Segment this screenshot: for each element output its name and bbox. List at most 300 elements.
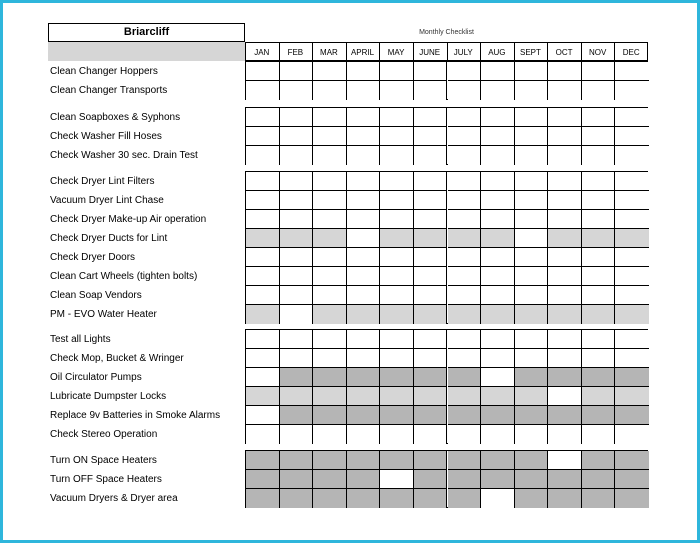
checkbox-cell-may[interactable] bbox=[380, 81, 414, 100]
task-label: Oil Circulator Pumps bbox=[50, 372, 142, 383]
checkbox-cell-oct[interactable] bbox=[548, 267, 582, 286]
checkbox-cell-dec[interactable] bbox=[615, 108, 649, 127]
checkbox-cell-oct[interactable] bbox=[548, 210, 582, 229]
checkbox-cell-dec[interactable] bbox=[615, 229, 649, 248]
checkbox-cell-feb[interactable] bbox=[280, 191, 314, 210]
task-label: Clean Changer Hoppers bbox=[50, 66, 158, 77]
checkbox-cell-nov[interactable] bbox=[582, 267, 616, 286]
checkbox-cell-sept[interactable] bbox=[515, 305, 549, 324]
checkbox-cell-mar[interactable] bbox=[313, 108, 347, 127]
checkbox-cell-june[interactable] bbox=[414, 267, 448, 286]
checkbox-cell-june[interactable] bbox=[414, 406, 448, 425]
checkbox-cell-may[interactable] bbox=[380, 406, 414, 425]
checkbox-cell-july[interactable] bbox=[448, 470, 482, 489]
checkbox-cell-aug[interactable] bbox=[481, 210, 515, 229]
checkbox-cell-april[interactable] bbox=[347, 406, 381, 425]
task-label: Turn OFF Space Heaters bbox=[50, 474, 162, 485]
checkbox-cell-dec[interactable] bbox=[615, 470, 649, 489]
month-header-nov: NOV bbox=[588, 48, 607, 57]
checkbox-cell-sept[interactable] bbox=[515, 470, 549, 489]
checkbox-cell-oct[interactable] bbox=[548, 368, 582, 387]
checkbox-cell-nov[interactable] bbox=[582, 248, 616, 267]
checkbox-cell-april[interactable] bbox=[347, 62, 381, 81]
checkbox-cell-july[interactable] bbox=[448, 210, 482, 229]
checkbox-cell-april[interactable] bbox=[347, 267, 381, 286]
checkbox-cell-nov[interactable] bbox=[582, 489, 616, 508]
month-header-june: JUNE bbox=[419, 48, 441, 57]
checkbox-cell-feb[interactable] bbox=[280, 387, 314, 406]
checkbox-cell-may[interactable] bbox=[380, 349, 414, 368]
checkbox-cell-mar[interactable] bbox=[313, 305, 347, 324]
checkbox-cell-feb[interactable] bbox=[280, 229, 314, 248]
checkbox-cell-dec[interactable] bbox=[615, 406, 649, 425]
checkbox-cell-mar[interactable] bbox=[313, 387, 347, 406]
checkbox-cell-oct[interactable] bbox=[548, 387, 582, 406]
task-label: Clean Soap Vendors bbox=[50, 290, 142, 301]
checkbox-cell-jan[interactable] bbox=[246, 451, 280, 470]
checkbox-cell-may[interactable] bbox=[380, 127, 414, 146]
checkbox-cell-june[interactable] bbox=[414, 349, 448, 368]
checkbox-cell-aug[interactable] bbox=[481, 349, 515, 368]
task-label: Clean Cart Wheels (tighten bolts) bbox=[50, 271, 198, 282]
checkbox-cell-mar[interactable] bbox=[313, 62, 347, 81]
task-label: Test all Lights bbox=[50, 334, 111, 345]
task-label: Check Dryer Ducts for Lint bbox=[50, 233, 168, 244]
checkbox-cell-feb[interactable] bbox=[280, 425, 314, 444]
checkbox-cell-april[interactable] bbox=[347, 191, 381, 210]
task-group-grid bbox=[245, 61, 648, 100]
checkbox-cell-feb[interactable] bbox=[280, 267, 314, 286]
checkbox-cell-feb[interactable] bbox=[280, 127, 314, 146]
checkbox-cell-mar[interactable] bbox=[313, 191, 347, 210]
location-title: Briarcliff bbox=[48, 23, 245, 42]
checkbox-cell-dec[interactable] bbox=[615, 286, 649, 305]
checkbox-cell-may[interactable] bbox=[380, 146, 414, 165]
checkbox-cell-feb[interactable] bbox=[280, 330, 314, 349]
checkbox-cell-sept[interactable] bbox=[515, 451, 549, 470]
checkbox-cell-june[interactable] bbox=[414, 470, 448, 489]
checkbox-cell-may[interactable] bbox=[380, 470, 414, 489]
checkbox-cell-june[interactable] bbox=[414, 146, 448, 165]
checkbox-cell-april[interactable] bbox=[347, 425, 381, 444]
checkbox-cell-mar[interactable] bbox=[313, 229, 347, 248]
checkbox-cell-dec[interactable] bbox=[615, 425, 649, 444]
checkbox-cell-june[interactable] bbox=[414, 210, 448, 229]
checkbox-cell-mar[interactable] bbox=[313, 286, 347, 305]
checkbox-cell-june[interactable] bbox=[414, 172, 448, 191]
checkbox-cell-aug[interactable] bbox=[481, 425, 515, 444]
task-label: PM - EVO Water Heater bbox=[50, 309, 157, 320]
checkbox-cell-jan[interactable] bbox=[246, 146, 280, 165]
checkbox-cell-jan[interactable] bbox=[246, 286, 280, 305]
checkbox-cell-june[interactable] bbox=[414, 81, 448, 100]
month-header-jan: JAN bbox=[254, 48, 270, 57]
checkbox-cell-sept[interactable] bbox=[515, 229, 549, 248]
month-header-sept: SEPT bbox=[519, 48, 541, 57]
checkbox-cell-aug[interactable] bbox=[481, 127, 515, 146]
task-label: Vacuum Dryer Lint Chase bbox=[50, 195, 164, 206]
checkbox-cell-jan[interactable] bbox=[246, 172, 280, 191]
checkbox-cell-may[interactable] bbox=[380, 387, 414, 406]
checkbox-cell-nov[interactable] bbox=[582, 451, 616, 470]
checkbox-cell-oct[interactable] bbox=[548, 81, 582, 100]
checkbox-cell-nov[interactable] bbox=[582, 191, 616, 210]
checkbox-cell-mar[interactable] bbox=[313, 406, 347, 425]
checkbox-cell-may[interactable] bbox=[380, 489, 414, 508]
checkbox-cell-mar[interactable] bbox=[313, 127, 347, 146]
checkbox-cell-sept[interactable] bbox=[515, 286, 549, 305]
checkbox-cell-feb[interactable] bbox=[280, 146, 314, 165]
checkbox-cell-july[interactable] bbox=[448, 127, 482, 146]
checkbox-cell-nov[interactable] bbox=[582, 330, 616, 349]
checkbox-cell-july[interactable] bbox=[448, 146, 482, 165]
checkbox-cell-dec[interactable] bbox=[615, 210, 649, 229]
checkbox-cell-oct[interactable] bbox=[548, 451, 582, 470]
checkbox-cell-aug[interactable] bbox=[481, 229, 515, 248]
checkbox-cell-nov[interactable] bbox=[582, 387, 616, 406]
checkbox-cell-nov[interactable] bbox=[582, 127, 616, 146]
checkbox-cell-july[interactable] bbox=[448, 305, 482, 324]
checkbox-cell-april[interactable] bbox=[347, 108, 381, 127]
checkbox-cell-oct[interactable] bbox=[548, 127, 582, 146]
checkbox-cell-feb[interactable] bbox=[280, 286, 314, 305]
checkbox-cell-april[interactable] bbox=[347, 387, 381, 406]
checkbox-cell-feb[interactable] bbox=[280, 108, 314, 127]
checkbox-cell-mar[interactable] bbox=[313, 146, 347, 165]
checkbox-cell-dec[interactable] bbox=[615, 451, 649, 470]
checkbox-cell-nov[interactable] bbox=[582, 81, 616, 100]
checkbox-cell-april[interactable] bbox=[347, 368, 381, 387]
checkbox-cell-june[interactable] bbox=[414, 248, 448, 267]
checkbox-cell-feb[interactable] bbox=[280, 62, 314, 81]
checkbox-cell-dec[interactable] bbox=[615, 146, 649, 165]
checkbox-cell-mar[interactable] bbox=[313, 489, 347, 508]
checkbox-cell-mar[interactable] bbox=[313, 349, 347, 368]
checkbox-cell-june[interactable] bbox=[414, 368, 448, 387]
checkbox-cell-feb[interactable] bbox=[280, 470, 314, 489]
checkbox-cell-aug[interactable] bbox=[481, 108, 515, 127]
checkbox-cell-dec[interactable] bbox=[615, 349, 649, 368]
month-header-mar: MAR bbox=[320, 48, 338, 57]
month-header-feb: FEB bbox=[287, 48, 304, 57]
checkbox-cell-nov[interactable] bbox=[582, 286, 616, 305]
checkbox-cell-feb[interactable] bbox=[280, 406, 314, 425]
checkbox-cell-jan[interactable] bbox=[246, 210, 280, 229]
checkbox-cell-dec[interactable] bbox=[615, 368, 649, 387]
checkbox-cell-sept[interactable] bbox=[515, 62, 549, 81]
checkbox-cell-may[interactable] bbox=[380, 305, 414, 324]
checkbox-cell-may[interactable] bbox=[380, 286, 414, 305]
checkbox-cell-jan[interactable] bbox=[246, 387, 280, 406]
task-label: Clean Soapboxes & Syphons bbox=[50, 112, 181, 123]
checkbox-cell-june[interactable] bbox=[414, 330, 448, 349]
checkbox-cell-nov[interactable] bbox=[582, 210, 616, 229]
checkbox-cell-aug[interactable] bbox=[481, 248, 515, 267]
checkbox-cell-mar[interactable] bbox=[313, 425, 347, 444]
checkbox-cell-april[interactable] bbox=[347, 349, 381, 368]
checkbox-cell-aug[interactable] bbox=[481, 368, 515, 387]
checkbox-cell-july[interactable] bbox=[448, 62, 482, 81]
checkbox-cell-nov[interactable] bbox=[582, 172, 616, 191]
month-header-july: JULY bbox=[453, 48, 473, 57]
checkbox-cell-jan[interactable] bbox=[246, 489, 280, 508]
checkbox-cell-may[interactable] bbox=[380, 229, 414, 248]
checkbox-cell-mar[interactable] bbox=[313, 210, 347, 229]
checkbox-cell-mar[interactable] bbox=[313, 330, 347, 349]
checkbox-cell-sept[interactable] bbox=[515, 406, 549, 425]
checkbox-cell-june[interactable] bbox=[414, 425, 448, 444]
checkbox-cell-aug[interactable] bbox=[481, 146, 515, 165]
checkbox-cell-oct[interactable] bbox=[548, 406, 582, 425]
month-header-dec: DEC bbox=[622, 48, 640, 57]
checkbox-cell-oct[interactable] bbox=[548, 425, 582, 444]
checkbox-cell-oct[interactable] bbox=[548, 229, 582, 248]
checkbox-cell-july[interactable] bbox=[448, 267, 482, 286]
checkbox-cell-nov[interactable] bbox=[582, 425, 616, 444]
checkbox-cell-oct[interactable] bbox=[548, 62, 582, 81]
task-label: Check Dryer Lint Filters bbox=[50, 176, 155, 187]
checkbox-cell-nov[interactable] bbox=[582, 62, 616, 81]
checkbox-cell-july[interactable] bbox=[448, 81, 482, 100]
checkbox-cell-april[interactable] bbox=[347, 305, 381, 324]
checkbox-cell-dec[interactable] bbox=[615, 191, 649, 210]
checkbox-cell-sept[interactable] bbox=[515, 172, 549, 191]
checkbox-cell-aug[interactable] bbox=[481, 489, 515, 508]
checkbox-cell-april[interactable] bbox=[347, 286, 381, 305]
checkbox-cell-jan[interactable] bbox=[246, 127, 280, 146]
checkbox-cell-mar[interactable] bbox=[313, 470, 347, 489]
checkbox-cell-jan[interactable] bbox=[246, 81, 280, 100]
checkbox-cell-oct[interactable] bbox=[548, 470, 582, 489]
checkbox-cell-aug[interactable] bbox=[481, 305, 515, 324]
checkbox-cell-mar[interactable] bbox=[313, 267, 347, 286]
checkbox-cell-june[interactable] bbox=[414, 108, 448, 127]
checkbox-cell-may[interactable] bbox=[380, 108, 414, 127]
checkbox-cell-nov[interactable] bbox=[582, 146, 616, 165]
checkbox-cell-aug[interactable] bbox=[481, 330, 515, 349]
checkbox-cell-sept[interactable] bbox=[515, 191, 549, 210]
checkbox-cell-aug[interactable] bbox=[481, 191, 515, 210]
checkbox-cell-jan[interactable] bbox=[246, 62, 280, 81]
checkbox-cell-april[interactable] bbox=[347, 489, 381, 508]
task-label: Lubricate Dumpster Locks bbox=[50, 391, 167, 402]
task-label: Replace 9v Batteries in Smoke Alarms bbox=[50, 410, 221, 421]
checkbox-cell-jan[interactable] bbox=[246, 108, 280, 127]
checkbox-cell-mar[interactable] bbox=[313, 172, 347, 191]
checkbox-cell-sept[interactable] bbox=[515, 330, 549, 349]
checkbox-cell-july[interactable] bbox=[448, 406, 482, 425]
checkbox-cell-may[interactable] bbox=[380, 172, 414, 191]
checkbox-cell-jan[interactable] bbox=[246, 470, 280, 489]
checkbox-cell-june[interactable] bbox=[414, 451, 448, 470]
checkbox-cell-sept[interactable] bbox=[515, 267, 549, 286]
checkbox-cell-feb[interactable] bbox=[280, 368, 314, 387]
checkbox-cell-oct[interactable] bbox=[548, 305, 582, 324]
checkbox-cell-july[interactable] bbox=[448, 191, 482, 210]
checkbox-cell-oct[interactable] bbox=[548, 108, 582, 127]
task-label: Vacuum Dryers & Dryer area bbox=[50, 493, 178, 504]
checkbox-cell-may[interactable] bbox=[380, 368, 414, 387]
checkbox-cell-oct[interactable] bbox=[548, 172, 582, 191]
checkbox-cell-june[interactable] bbox=[414, 387, 448, 406]
checkbox-cell-aug[interactable] bbox=[481, 387, 515, 406]
checkbox-cell-july[interactable] bbox=[448, 368, 482, 387]
checkbox-cell-june[interactable] bbox=[414, 286, 448, 305]
checkbox-cell-jan[interactable] bbox=[246, 425, 280, 444]
checkbox-cell-sept[interactable] bbox=[515, 425, 549, 444]
checkbox-cell-july[interactable] bbox=[448, 330, 482, 349]
checkbox-cell-sept[interactable] bbox=[515, 127, 549, 146]
checkbox-cell-sept[interactable] bbox=[515, 146, 549, 165]
checkbox-cell-aug[interactable] bbox=[481, 172, 515, 191]
checkbox-cell-june[interactable] bbox=[414, 229, 448, 248]
checkbox-cell-dec[interactable] bbox=[615, 387, 649, 406]
checkbox-cell-july[interactable] bbox=[448, 425, 482, 444]
header-shaded-bar bbox=[48, 42, 245, 61]
checkbox-cell-nov[interactable] bbox=[582, 108, 616, 127]
checkbox-cell-april[interactable] bbox=[347, 330, 381, 349]
month-header-aug: AUG bbox=[488, 48, 506, 57]
checkbox-cell-april[interactable] bbox=[347, 470, 381, 489]
checkbox-cell-dec[interactable] bbox=[615, 127, 649, 146]
checkbox-cell-june[interactable] bbox=[414, 127, 448, 146]
checkbox-cell-sept[interactable] bbox=[515, 81, 549, 100]
checkbox-cell-jan[interactable] bbox=[246, 305, 280, 324]
checkbox-cell-feb[interactable] bbox=[280, 248, 314, 267]
checkbox-cell-sept[interactable] bbox=[515, 248, 549, 267]
checkbox-cell-jan[interactable] bbox=[246, 248, 280, 267]
checkbox-cell-may[interactable] bbox=[380, 191, 414, 210]
checkbox-cell-july[interactable] bbox=[448, 108, 482, 127]
checkbox-cell-aug[interactable] bbox=[481, 451, 515, 470]
checkbox-cell-sept[interactable] bbox=[515, 108, 549, 127]
checkbox-cell-jan[interactable] bbox=[246, 330, 280, 349]
checkbox-cell-nov[interactable] bbox=[582, 349, 616, 368]
checkbox-cell-sept[interactable] bbox=[515, 387, 549, 406]
checkbox-cell-april[interactable] bbox=[347, 172, 381, 191]
checkbox-cell-oct[interactable] bbox=[548, 489, 582, 508]
checkbox-cell-july[interactable] bbox=[448, 248, 482, 267]
checkbox-cell-aug[interactable] bbox=[481, 406, 515, 425]
checkbox-cell-jan[interactable] bbox=[246, 368, 280, 387]
checkbox-cell-dec[interactable] bbox=[615, 62, 649, 81]
checkbox-cell-aug[interactable] bbox=[481, 267, 515, 286]
checkbox-cell-mar[interactable] bbox=[313, 451, 347, 470]
checkbox-cell-feb[interactable] bbox=[280, 349, 314, 368]
checkbox-cell-may[interactable] bbox=[380, 62, 414, 81]
month-header-may: MAY bbox=[387, 48, 405, 57]
checkbox-cell-aug[interactable] bbox=[481, 470, 515, 489]
task-label: Check Dryer Make-up Air operation bbox=[50, 214, 207, 225]
checkbox-cell-june[interactable] bbox=[414, 62, 448, 81]
task-label: Check Dryer Doors bbox=[50, 252, 136, 263]
checkbox-cell-aug[interactable] bbox=[481, 62, 515, 81]
checkbox-cell-nov[interactable] bbox=[582, 406, 616, 425]
month-header-oct: OCT bbox=[555, 48, 573, 57]
checkbox-cell-oct[interactable] bbox=[548, 191, 582, 210]
checkbox-cell-may[interactable] bbox=[380, 425, 414, 444]
checkbox-cell-dec[interactable] bbox=[615, 81, 649, 100]
task-label: Clean Changer Transports bbox=[50, 85, 168, 96]
checkbox-cell-july[interactable] bbox=[448, 286, 482, 305]
checkbox-cell-feb[interactable] bbox=[280, 172, 314, 191]
checkbox-cell-april[interactable] bbox=[347, 451, 381, 470]
checkbox-cell-feb[interactable] bbox=[280, 305, 314, 324]
checkbox-cell-sept[interactable] bbox=[515, 349, 549, 368]
checkbox-cell-dec[interactable] bbox=[615, 267, 649, 286]
checkbox-cell-oct[interactable] bbox=[548, 146, 582, 165]
checkbox-cell-may[interactable] bbox=[380, 267, 414, 286]
checkbox-cell-dec[interactable] bbox=[615, 489, 649, 508]
checkbox-cell-dec[interactable] bbox=[615, 248, 649, 267]
checkbox-cell-dec[interactable] bbox=[615, 172, 649, 191]
checkbox-cell-april[interactable] bbox=[347, 248, 381, 267]
checkbox-cell-may[interactable] bbox=[380, 451, 414, 470]
checkbox-cell-july[interactable] bbox=[448, 349, 482, 368]
checkbox-cell-sept[interactable] bbox=[515, 368, 549, 387]
checkbox-cell-nov[interactable] bbox=[582, 229, 616, 248]
checkbox-cell-nov[interactable] bbox=[582, 368, 616, 387]
checkbox-cell-july[interactable] bbox=[448, 489, 482, 508]
checkbox-cell-june[interactable] bbox=[414, 305, 448, 324]
task-group-grid bbox=[245, 107, 648, 165]
checkbox-cell-feb[interactable] bbox=[280, 81, 314, 100]
checkbox-cell-jan[interactable] bbox=[246, 229, 280, 248]
checkbox-cell-oct[interactable] bbox=[548, 248, 582, 267]
checkbox-cell-jan[interactable] bbox=[246, 349, 280, 368]
checkbox-cell-april[interactable] bbox=[347, 146, 381, 165]
checkbox-cell-sept[interactable] bbox=[515, 210, 549, 229]
checkbox-cell-aug[interactable] bbox=[481, 286, 515, 305]
checkbox-cell-mar[interactable] bbox=[313, 81, 347, 100]
checkbox-cell-sept[interactable] bbox=[515, 489, 549, 508]
checkbox-cell-jan[interactable] bbox=[246, 191, 280, 210]
checkbox-cell-july[interactable] bbox=[448, 229, 482, 248]
checkbox-cell-mar[interactable] bbox=[313, 368, 347, 387]
checkbox-cell-dec[interactable] bbox=[615, 330, 649, 349]
checkbox-cell-jan[interactable] bbox=[246, 406, 280, 425]
checkbox-cell-nov[interactable] bbox=[582, 305, 616, 324]
checkbox-cell-july[interactable] bbox=[448, 172, 482, 191]
checkbox-cell-july[interactable] bbox=[448, 451, 482, 470]
checkbox-cell-july[interactable] bbox=[448, 387, 482, 406]
checkbox-cell-mar[interactable] bbox=[313, 248, 347, 267]
task-group-grid bbox=[245, 329, 648, 444]
checkbox-cell-nov[interactable] bbox=[582, 470, 616, 489]
checkbox-cell-april[interactable] bbox=[347, 229, 381, 248]
checkbox-cell-feb[interactable] bbox=[280, 210, 314, 229]
checkbox-cell-april[interactable] bbox=[347, 210, 381, 229]
checkbox-cell-oct[interactable] bbox=[548, 349, 582, 368]
task-group-grid bbox=[245, 450, 648, 508]
checkbox-cell-dec[interactable] bbox=[615, 305, 649, 324]
checkbox-cell-oct[interactable] bbox=[548, 330, 582, 349]
task-label: Check Mop, Bucket & Wringer bbox=[50, 353, 184, 364]
checkbox-cell-june[interactable] bbox=[414, 191, 448, 210]
checkbox-cell-may[interactable] bbox=[380, 210, 414, 229]
checkbox-cell-feb[interactable] bbox=[280, 451, 314, 470]
checkbox-cell-feb[interactable] bbox=[280, 489, 314, 508]
checkbox-cell-june[interactable] bbox=[414, 489, 448, 508]
checkbox-cell-may[interactable] bbox=[380, 330, 414, 349]
checkbox-cell-april[interactable] bbox=[347, 127, 381, 146]
checkbox-cell-jan[interactable] bbox=[246, 267, 280, 286]
checkbox-cell-oct[interactable] bbox=[548, 286, 582, 305]
month-header-april: APRIL bbox=[350, 48, 375, 57]
checkbox-cell-aug[interactable] bbox=[481, 81, 515, 100]
checkbox-cell-april[interactable] bbox=[347, 81, 381, 100]
checkbox-cell-may[interactable] bbox=[380, 248, 414, 267]
